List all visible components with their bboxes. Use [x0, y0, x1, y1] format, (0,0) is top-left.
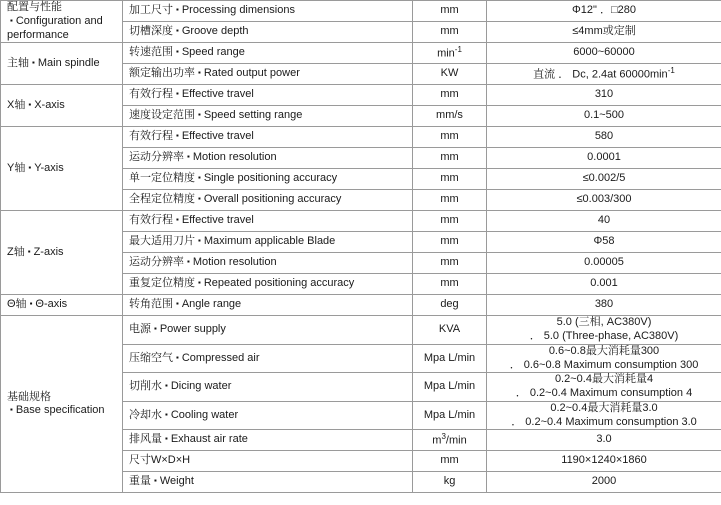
item-label-en: Motion resolution — [192, 151, 277, 164]
value-cell: 0.1~500 — [487, 106, 721, 127]
group-label-row: Z轴 ▪ Z-axis — [7, 245, 64, 258]
item-cell — [123, 316, 413, 345]
item-cell — [123, 274, 413, 295]
group-label-y-axis — [1, 127, 123, 211]
bullet-icon: ▪ — [176, 215, 179, 225]
value-line-cn: 0.2~0.4最大消耗量4 — [554, 373, 654, 386]
bullet-icon: ▪ — [198, 110, 201, 120]
item-cell — [123, 451, 413, 472]
unit-cell: mm — [413, 451, 487, 472]
group-label-row: Y轴 ▪ Y-axis — [7, 161, 64, 174]
item-label-en: Exhaust air rate — [170, 433, 248, 446]
unit-cell: mm — [413, 190, 487, 211]
table-row — [1, 295, 721, 316]
value-cell: ≤0.003/300 — [487, 190, 721, 211]
item-label-cn: 压缩空气 — [129, 351, 173, 364]
value-cell — [487, 373, 721, 402]
bullet-icon: ▪ — [187, 152, 190, 162]
table-row — [1, 211, 721, 232]
bullet-icon: ▪ — [198, 236, 201, 246]
group-label-base-specification — [1, 316, 123, 493]
item-cell — [123, 22, 413, 43]
group-label-en: ▪ Configuration and performance — [7, 14, 103, 41]
value-cell: 1190×1240×1860 — [487, 451, 721, 472]
value-cell: Φ12" ．□280 — [487, 1, 721, 22]
value-line-cn: 5.0 (三相, AC380V) — [556, 316, 652, 329]
unit-cell: $m^3/\min$ — [413, 430, 487, 451]
value-cell: 0.0001 — [487, 148, 721, 169]
group-label-main-spindle — [1, 43, 123, 85]
unit-cell: mm — [413, 148, 487, 169]
item-label-cn: 运动分辨率 — [129, 256, 184, 269]
value-cell: Φ58 — [487, 232, 721, 253]
unit-cell: Mpa L/min — [413, 401, 487, 430]
item-cell — [123, 232, 413, 253]
item-cell — [123, 43, 413, 64]
value-cell — [487, 344, 721, 373]
item-label-en: Groove depth — [181, 25, 249, 38]
unit-cell: mm — [413, 253, 487, 274]
unit-cell: kg — [413, 472, 487, 493]
bullet-icon: ▪ — [187, 257, 190, 267]
item-label-en: Processing dimensions — [181, 4, 295, 17]
item-cell — [123, 401, 413, 430]
unit-cell: mm — [413, 85, 487, 106]
value-cell: 0.00005 — [487, 253, 721, 274]
unit-cell: mm/s — [413, 106, 487, 127]
bullet-icon: ▪ — [165, 409, 168, 419]
group-label-row: Θ轴 ▪ Θ-axis — [7, 298, 68, 311]
value-line-cn: 0.2~0.4最大消耗量3.0 — [550, 401, 658, 414]
group-label-z-axis — [1, 211, 123, 295]
item-label-en: Effective travel — [181, 130, 254, 143]
item-label-cn: 有效行程 — [129, 88, 173, 101]
group-label-configuration — [1, 1, 123, 43]
item-label-cn: 切削水 — [129, 380, 162, 393]
item-cell — [123, 373, 413, 402]
bullet-icon: ▪ — [154, 476, 157, 486]
value-cell: 310 — [487, 85, 721, 106]
item-label-en: Rated output power — [203, 67, 300, 80]
item-cell — [123, 127, 413, 148]
item-cell — [123, 106, 413, 127]
value-cell: 直流 ． Dc, 2.4at $60000\min^{-1}$ — [487, 64, 721, 85]
item-label-en: Dicing water — [170, 380, 232, 393]
unit-cell: KVA — [413, 316, 487, 345]
item-cell — [123, 253, 413, 274]
item-label-en: Maximum applicable Blade — [203, 235, 336, 248]
value-cell: 3.0 — [487, 430, 721, 451]
item-cell — [123, 344, 413, 373]
bullet-icon: ▪ — [198, 278, 201, 288]
value-line-en: ． 0.2~0.4 Maximum consumption 3.0 — [511, 415, 697, 428]
item-cell — [123, 190, 413, 211]
value-line-en: ． 0.2~0.4 Maximum consumption 4 — [515, 387, 693, 399]
value-cell: 380 — [487, 295, 721, 316]
item-label-cn: 电源 — [129, 323, 151, 336]
value-cell: 580 — [487, 127, 721, 148]
bullet-icon: ▪ — [165, 381, 168, 391]
bullet-icon: ▪ — [176, 5, 179, 15]
item-label-cn: 重复定位精度 — [129, 277, 195, 290]
bullet-icon: ▪ — [198, 194, 201, 204]
item-label-en: Effective travel — [181, 214, 254, 227]
bullet-icon: ▪ — [198, 173, 201, 183]
bullet-icon: ▪ — [198, 68, 201, 78]
unit-cell: $\min^{-1}$ — [413, 43, 487, 64]
unit-cell: mm — [413, 211, 487, 232]
unit-cell: Mpa L/min — [413, 344, 487, 373]
item-label-cn: 有效行程 — [129, 130, 173, 143]
value-cell: 6000~60000 — [487, 43, 721, 64]
table-row — [1, 1, 721, 22]
item-label-en: Repeated positioning accuracy — [203, 277, 355, 290]
bullet-icon: ▪ — [176, 299, 179, 309]
item-label-cn: 切槽深度 — [129, 25, 173, 38]
value-line-en: ． 5.0 (Three-phase, AC380V) — [529, 330, 679, 342]
value-cell — [487, 316, 721, 345]
item-label-en: Power supply — [159, 323, 226, 336]
item-cell — [123, 1, 413, 22]
group-label-x-axis — [1, 85, 123, 127]
item-label-cn: 转角范围 — [129, 298, 173, 311]
item-label-en: Motion resolution — [192, 256, 277, 269]
bullet-icon: ▪ — [154, 324, 157, 334]
item-label-cn: 全程定位精度 — [129, 193, 195, 206]
value-line-en: ． 0.6~0.8 Maximum consumption 300 — [509, 358, 699, 371]
table-row — [1, 85, 721, 106]
value-cell: ≤4mm或定制 — [487, 22, 721, 43]
unit-cell: mm — [413, 22, 487, 43]
bullet-icon: ▪ — [176, 352, 179, 362]
item-label-cn: 速度设定范围 — [129, 109, 195, 122]
group-label-row: 主轴 ▪ Main spindle — [7, 56, 100, 69]
value-cell: ≤0.002/5 — [487, 169, 721, 190]
group-label-theta-axis — [1, 295, 123, 316]
group-label-cn: 基础规格 — [7, 390, 51, 403]
item-label-en: Single positioning accuracy — [203, 172, 338, 185]
item-label-en: Cooling water — [170, 408, 239, 421]
item-cell — [123, 472, 413, 493]
unit-cell: mm — [413, 127, 487, 148]
item-label-en: Angle range — [181, 298, 242, 311]
item-label-en: Speed setting range — [203, 109, 303, 122]
item-cell — [123, 295, 413, 316]
bullet-icon: ▪ — [176, 47, 179, 57]
item-label-en: Compressed air — [181, 351, 260, 364]
item-cell — [123, 430, 413, 451]
value-cell — [487, 401, 721, 430]
unit-cell: KW — [413, 64, 487, 85]
item-label-cn: 加工尺寸 — [129, 4, 173, 17]
table-row — [1, 43, 721, 64]
unit-cell: Mpa L/min — [413, 373, 487, 402]
item-cell — [123, 64, 413, 85]
table-row — [1, 316, 721, 345]
item-label-cn: 额定输出功率 — [129, 67, 195, 80]
item-label-cn: 单一定位精度 — [129, 172, 195, 185]
table-row — [1, 127, 721, 148]
group-label-en: ▪ Base specification — [10, 404, 105, 417]
item-label-en: Speed range — [181, 46, 245, 59]
item-label-cn: 有效行程 — [129, 214, 173, 227]
unit-cell: mm — [413, 274, 487, 295]
item-cell — [123, 211, 413, 232]
value-cell: 0.001 — [487, 274, 721, 295]
item-label-cn: 重量 — [129, 475, 151, 488]
item-label-en: Effective travel — [181, 88, 254, 101]
item-label-cn: 转速范围 — [129, 46, 173, 59]
item-label-en: Weight — [159, 475, 194, 488]
item-label-cn: 尺寸W×D×H — [129, 454, 191, 467]
item-cell — [123, 169, 413, 190]
bullet-icon: ▪ — [176, 131, 179, 141]
value-cell: 2000 — [487, 472, 721, 493]
item-label-en: Overall positioning accuracy — [203, 193, 342, 206]
unit-cell: mm — [413, 1, 487, 22]
unit-cell: mm — [413, 232, 487, 253]
item-label-cn: 冷却水 — [129, 408, 162, 421]
item-label-cn: 最大适用刀片 — [129, 235, 195, 248]
unit-cell: mm — [413, 169, 487, 190]
group-label-row: X轴 ▪ X-axis — [7, 98, 65, 111]
bullet-icon: ▪ — [176, 89, 179, 99]
value-cell: 40 — [487, 211, 721, 232]
group-label-cn: 配置与性能 — [7, 1, 62, 13]
unit-cell: deg — [413, 295, 487, 316]
item-label-cn: 排风量 — [129, 433, 162, 446]
bullet-icon: ▪ — [176, 26, 179, 36]
item-label-cn: 运动分辨率 — [129, 151, 184, 164]
item-cell — [123, 148, 413, 169]
value-line-cn: 0.6~0.8最大消耗量300 — [548, 344, 660, 357]
item-cell — [123, 85, 413, 106]
bullet-icon: ▪ — [165, 434, 168, 444]
